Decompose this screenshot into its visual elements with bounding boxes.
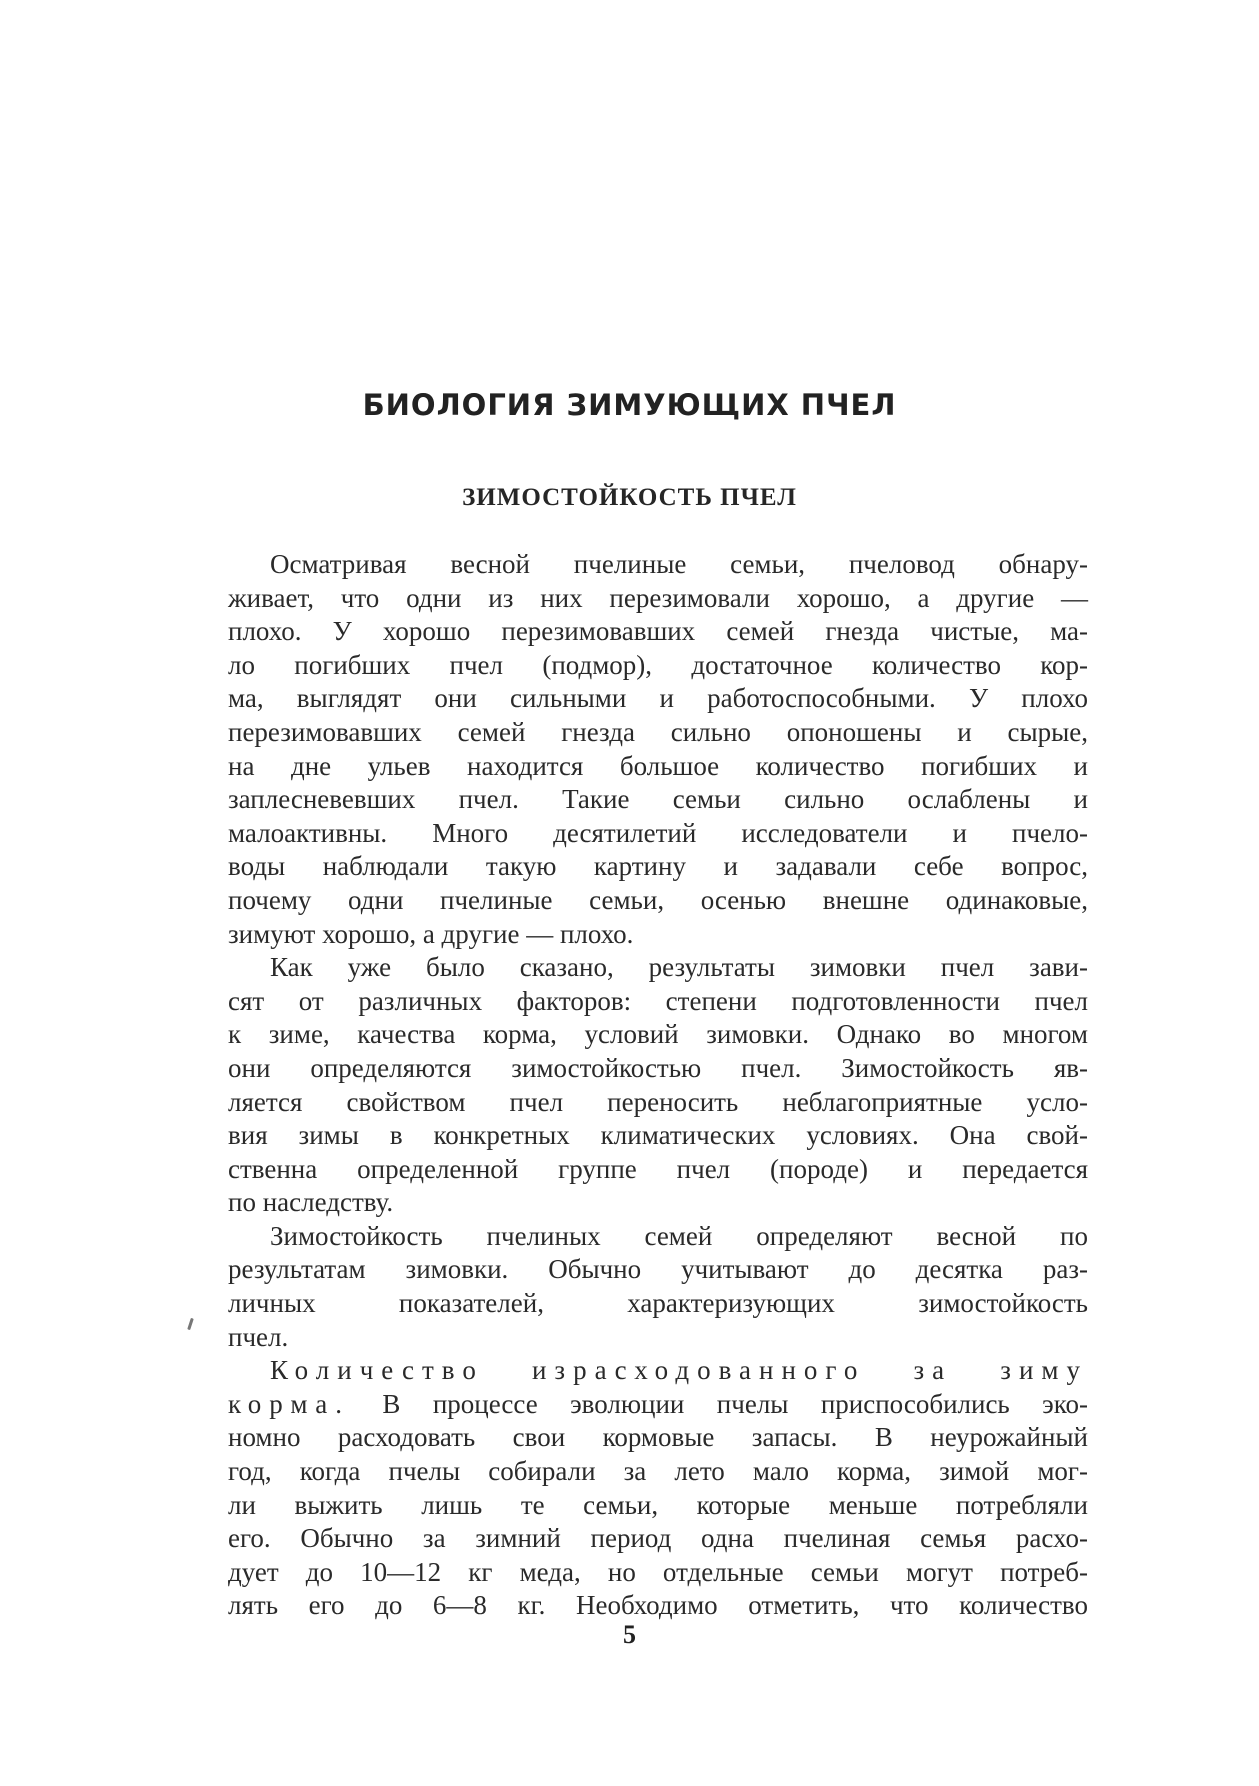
text-line: Зимостойкость пчелиных семей определяют весной по: [270, 1220, 1088, 1251]
text-line: ма, выглядят они сильными и работоспособными. У плохо: [228, 683, 1088, 714]
text-line: живает, что одни из них перезимовали хорошо, а другие —: [228, 582, 1088, 613]
text-line: почему одни пчелиные семьи, осенью внешне одинаковые,: [228, 884, 1088, 915]
text-line: по наследству.: [228, 1187, 394, 1218]
text-line-spaced: Количество израсходованного за зиму: [270, 1355, 1088, 1386]
chapter-title: БИОЛОГИЯ ЗИМУЮЩИХ ПЧЕЛ: [362, 388, 897, 422]
text-line: перезимовавших семей гнезда сильно опоношены и сырые,: [228, 716, 1088, 747]
text-line: к зиме, качества корма, условий зимовки. Однако во многом: [228, 1019, 1088, 1050]
text-line: они определяются зимостойкостью пчел. Зимостойкость яв-: [228, 1052, 1088, 1083]
text-run: В процессе эволюции пчелы приспособились эко-: [349, 1388, 1088, 1419]
page-number: 5: [623, 1620, 636, 1649]
text-line: на дне ульев находится большое количество погибших и: [228, 750, 1088, 781]
text-line: дует до 10—12 кг меда, но отдельные семьи могут потреб-: [228, 1556, 1088, 1587]
body-text: [228, 548, 1088, 1623]
text-line: лять его до 6—8 кг. Необходимо отметить, что количество: [228, 1590, 1088, 1621]
section-title: ЗИМОСТОЙКОСТЬ ПЧЕЛ: [462, 484, 797, 511]
text-line: год, когда пчелы собирали за лето мало корма, зимой мог-: [228, 1456, 1088, 1487]
text-line: ственна определенной группе пчел (породе) и передается: [228, 1153, 1088, 1184]
text-line: сят от различных факторов: степени подготовленности пчел: [228, 985, 1088, 1016]
text-line: ли выжить лишь те семьи, которые меньше потребляли: [228, 1489, 1088, 1520]
text-line: Осматривая весной пчелиные семьи, пчеловод обнару-: [270, 549, 1088, 579]
text-line: его. Обычно за зимний период одна пчелиная семья расхо-: [228, 1523, 1088, 1554]
text-line: результатам зимовки. Обычно учитывают до десятка раз-: [228, 1254, 1088, 1285]
text-line: пчел.: [228, 1321, 289, 1352]
text-line: [228, 1388, 1088, 1422]
text-line: зимуют хорошо, а другие — плохо.: [228, 918, 634, 949]
text-line: Как уже было сказано, результаты зимовки пчел зави-: [270, 952, 1088, 983]
text-line: ло погибших пчел (подмор), достаточное количество кор-: [228, 649, 1088, 680]
text-line: малоактивны. Много десятилетий исследователи и пчело-: [228, 817, 1088, 848]
text-line: плохо. У хорошо перезимовавших семей гнезда чистые, ма-: [228, 616, 1088, 647]
spaced-term: корма.: [228, 1388, 350, 1419]
text-line: ляется свойством пчел переносить неблагоприятные усло-: [228, 1086, 1088, 1117]
print-speck: [187, 1318, 194, 1330]
text-line: личных показателей, характеризующих зимостойкость: [228, 1288, 1088, 1319]
text-line: вия зимы в конкретных климатических условиях. Она свой-: [228, 1120, 1088, 1151]
text-line: номно расходовать свои кормовые запасы. В неурожайный: [228, 1422, 1088, 1453]
text-line: заплесневевших пчел. Такие семьи сильно ослаблены и: [228, 784, 1088, 815]
text-line: воды наблюдали такую картину и задавали себе вопрос,: [228, 851, 1088, 882]
